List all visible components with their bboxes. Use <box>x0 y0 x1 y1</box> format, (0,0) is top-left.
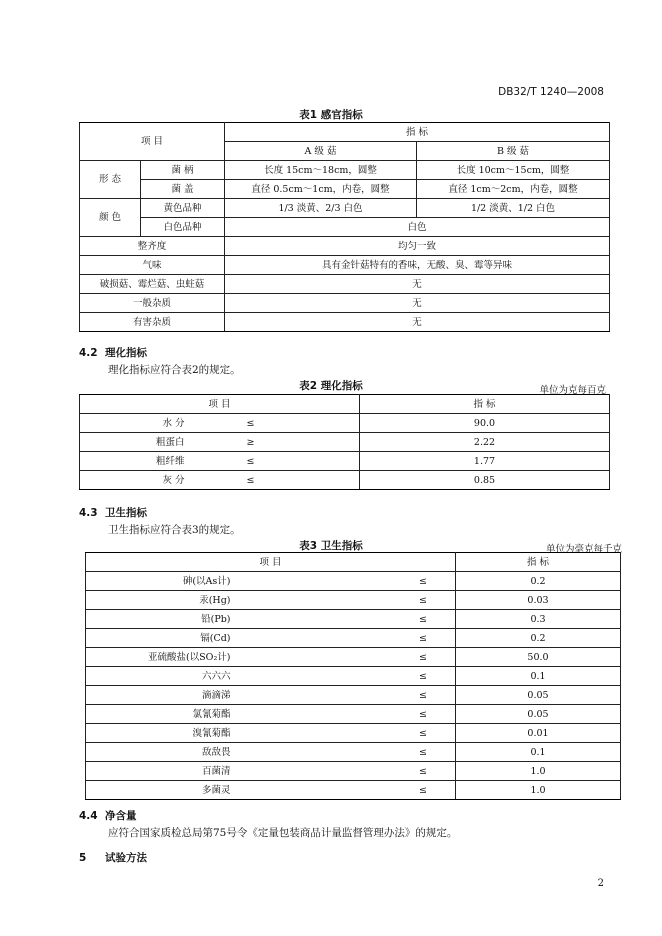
section-title: 理化指标 <box>105 347 147 359</box>
table-row <box>80 294 610 313</box>
item-operator: ≤ <box>256 591 456 610</box>
item-value: 1.0 <box>456 781 621 800</box>
section-4-2-heading <box>79 345 147 360</box>
table1-caption: 表1 感官指标 <box>299 109 363 121</box>
item-operator: ≤ <box>256 629 456 648</box>
item-value: 1.0 <box>456 762 621 781</box>
table3-unit: 单位为毫克每千克 <box>545 544 622 555</box>
table-row <box>86 629 621 648</box>
table-row <box>86 743 621 762</box>
item-value: 0.2 <box>456 629 621 648</box>
yellow-variety-label: 黄色品种 <box>141 199 225 218</box>
item-name: 溴氰菊酯 <box>86 724 256 743</box>
stem-grade-b: 长度 10cm～15cm，圆整 <box>417 161 610 180</box>
stem-label: 菌 柄 <box>141 161 225 180</box>
section-4-3-text: 卫生指标应符合表3的规定。 <box>108 524 241 536</box>
item-name: 镉(Cd) <box>86 629 256 648</box>
item-operator: ≤ <box>256 610 456 629</box>
item-name: 粗纤维 <box>80 452 215 471</box>
item-value: 2.22 <box>360 433 610 452</box>
uniformity-label: 整齐度 <box>80 237 225 256</box>
table-row <box>80 275 610 294</box>
color-label: 颜 色 <box>80 199 141 237</box>
table-row <box>86 762 621 781</box>
item-value: 50.0 <box>456 648 621 667</box>
section-number: 4.2 <box>79 347 98 359</box>
table-row <box>80 161 610 180</box>
table-row <box>86 724 621 743</box>
page-number: 2 <box>597 878 604 889</box>
item-operator: ≤ <box>256 762 456 781</box>
table3-header-item: 项 目 <box>86 553 456 572</box>
table1-header-grade-b: B 级 菇 <box>417 142 610 161</box>
stem-grade-a: 长度 15cm～18cm，圆整 <box>225 161 417 180</box>
damaged-value: 无 <box>225 275 610 294</box>
section-number: 5 <box>79 852 87 864</box>
item-value: 1.77 <box>360 452 610 471</box>
table2-caption: 表2 理化指标 <box>299 380 363 392</box>
item-operator: ≤ <box>256 705 456 724</box>
table2-physicochemical <box>79 394 610 490</box>
harmful-impurity-value: 无 <box>225 313 610 332</box>
white-variety-value: 白色 <box>225 218 610 237</box>
item-operator: ≤ <box>256 743 456 762</box>
table2-header-index: 指 标 <box>360 395 610 414</box>
section-title: 净含量 <box>105 810 137 822</box>
section-4-3-heading <box>79 505 147 520</box>
item-name: 粗蛋白 <box>80 433 215 452</box>
table-row <box>86 591 621 610</box>
cap-label: 菌 盖 <box>141 180 225 199</box>
item-name: 水 分 <box>80 414 215 433</box>
table3-caption: 表3 卫生指标 <box>299 540 363 552</box>
item-operator: ≤ <box>256 667 456 686</box>
section-4-4-text: 应符合国家质检总局第75号令《定量包装商品计量监督管理办法》的规定。 <box>108 827 458 839</box>
item-value: 0.01 <box>456 724 621 743</box>
shape-label: 形 态 <box>80 161 141 199</box>
general-impurity-value: 无 <box>225 294 610 313</box>
item-name: 砷(以As计) <box>86 572 256 591</box>
item-operator: ≤ <box>256 724 456 743</box>
item-value: 0.85 <box>360 471 610 490</box>
item-operator: ≤ <box>256 686 456 705</box>
table1-header-item: 项 目 <box>80 123 225 161</box>
section-number: 4.4 <box>79 810 98 822</box>
table-row <box>86 667 621 686</box>
item-name: 滴滴涕 <box>86 686 256 705</box>
table-row <box>80 433 610 452</box>
table-row <box>86 781 621 800</box>
item-operator: ≤ <box>215 414 360 433</box>
section-5-heading <box>79 850 147 865</box>
item-name: 敌敌畏 <box>86 743 256 762</box>
table3-hygiene <box>85 552 621 800</box>
odor-label: 气味 <box>80 256 225 275</box>
cap-grade-b: 直径 1cm～2cm，内卷，圆整 <box>417 180 610 199</box>
item-value: 0.03 <box>456 591 621 610</box>
item-value: 0.1 <box>456 743 621 762</box>
document-number: DB32/T 1240—2008 <box>498 86 604 98</box>
item-name: 汞(Hg) <box>86 591 256 610</box>
table2-unit: 单位为克每百克 <box>539 385 606 396</box>
item-value: 90.0 <box>360 414 610 433</box>
yellow-grade-a: 1/3 淡黄、2/3 白色 <box>225 199 417 218</box>
table-row <box>86 686 621 705</box>
item-name: 六六六 <box>86 667 256 686</box>
item-value: 0.1 <box>456 667 621 686</box>
item-name: 亚硫酸盐(以SO₂计) <box>86 648 256 667</box>
item-value: 0.05 <box>456 705 621 724</box>
table-row <box>80 414 610 433</box>
item-value: 0.05 <box>456 686 621 705</box>
item-name: 灰 分 <box>80 471 215 490</box>
item-operator: ≤ <box>256 572 456 591</box>
harmful-impurity-label: 有害杂质 <box>80 313 225 332</box>
item-name: 氯氰菊酯 <box>86 705 256 724</box>
section-4-2-text: 理化指标应符合表2的规定。 <box>108 364 241 376</box>
item-operator: ≥ <box>215 433 360 452</box>
table3-header-index: 指 标 <box>456 553 621 572</box>
item-value: 0.2 <box>456 572 621 591</box>
item-name: 多菌灵 <box>86 781 256 800</box>
section-number: 4.3 <box>79 507 98 519</box>
table-row <box>80 452 610 471</box>
cap-grade-a: 直径 0.5cm～1cm，内卷，圆整 <box>225 180 417 199</box>
table-row <box>80 199 610 218</box>
table1-header-index: 指 标 <box>225 123 610 142</box>
table-row <box>80 237 610 256</box>
section-title: 试验方法 <box>105 852 147 864</box>
table-row <box>86 610 621 629</box>
white-variety-label: 白色品种 <box>141 218 225 237</box>
odor-value: 具有金针菇特有的香味，无酸、臭、霉等异味 <box>225 256 610 275</box>
item-operator: ≤ <box>215 452 360 471</box>
table-row <box>86 705 621 724</box>
table-row <box>80 471 610 490</box>
item-operator: ≤ <box>256 781 456 800</box>
table-row <box>86 572 621 591</box>
general-impurity-label: 一般杂质 <box>80 294 225 313</box>
table-row <box>86 648 621 667</box>
table-row <box>80 256 610 275</box>
table-row <box>80 180 610 199</box>
item-name: 铅(Pb) <box>86 610 256 629</box>
item-operator: ≤ <box>215 471 360 490</box>
section-4-4-heading <box>79 808 137 823</box>
uniformity-value: 均匀一致 <box>225 237 610 256</box>
table2-header-item: 项 目 <box>80 395 360 414</box>
table-row <box>80 218 610 237</box>
item-name: 百菌清 <box>86 762 256 781</box>
table1-sensory <box>79 122 610 332</box>
damaged-label: 破损菇、霉烂菇、虫蛀菇 <box>80 275 225 294</box>
item-value: 0.3 <box>456 610 621 629</box>
item-operator: ≤ <box>256 648 456 667</box>
yellow-grade-b: 1/2 淡黄、1/2 白色 <box>417 199 610 218</box>
section-title: 卫生指标 <box>105 507 147 519</box>
table-row <box>80 313 610 332</box>
table1-header-grade-a: A 级 菇 <box>225 142 417 161</box>
